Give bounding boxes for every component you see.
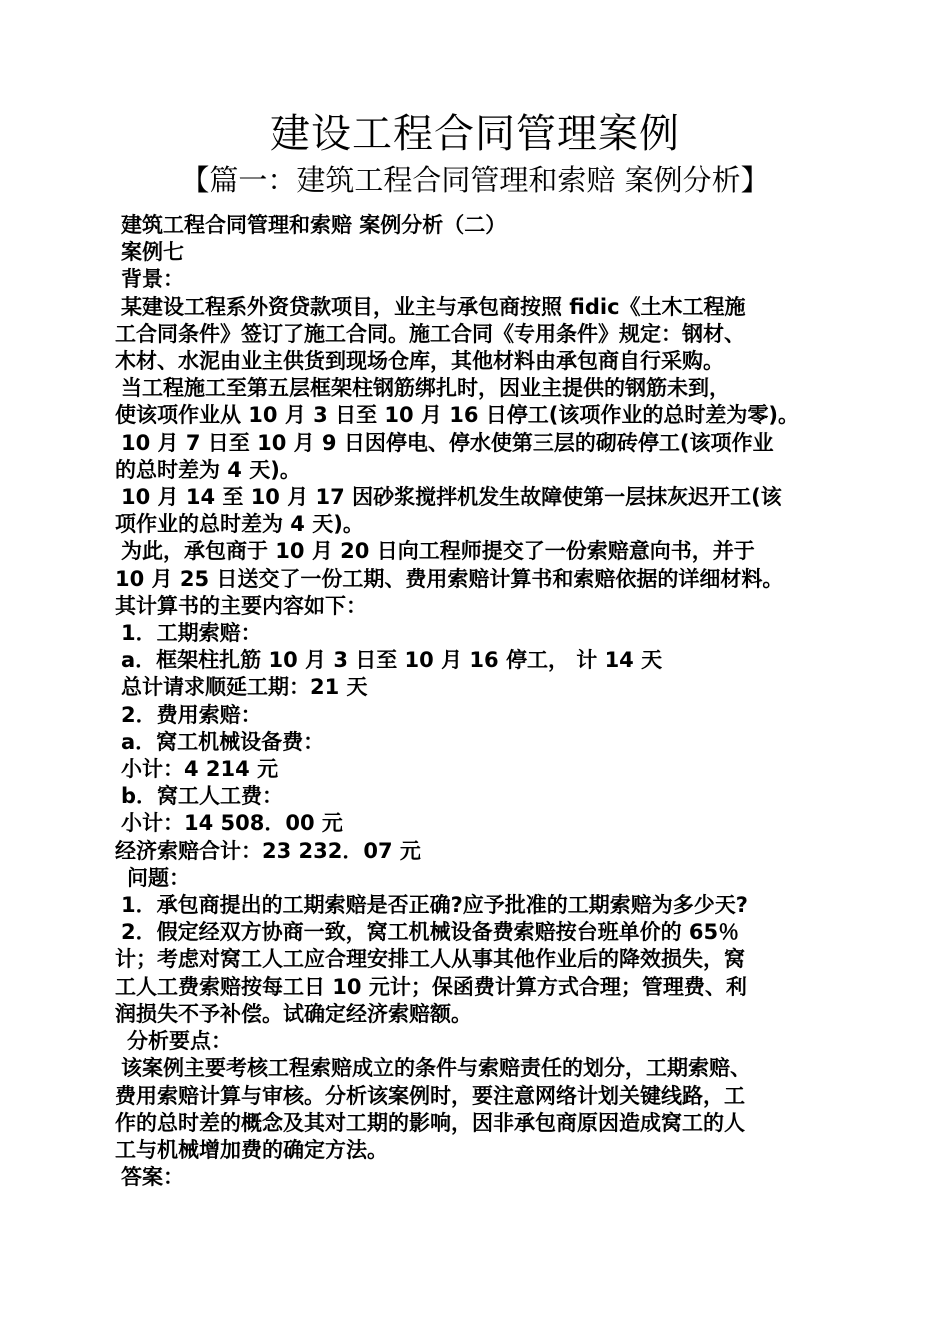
- paragraph-line: 2．假定经双方协商一致，窝工机械设备费索赔按台班单价的 65％: [121, 920, 740, 945]
- paragraph-line: 背景：: [121, 267, 184, 292]
- paragraph-line: 为此，承包商于 10 月 20 日向工程师提交了一份索赔意向书，并于: [121, 539, 755, 564]
- document-subtitle: 【篇一：建筑工程合同管理和索赔 案例分析】: [180, 163, 770, 197]
- paragraph-line: 问题：: [127, 865, 190, 890]
- paragraph-line: 10 月 14 至 10 月 17 因砂浆搅拌机发生故障使第一层抹灰迟开工(该: [121, 485, 782, 510]
- paragraph-line: 该案例主要考核工程索赔成立的条件与索赔责任的划分，工期索赔、: [121, 1056, 751, 1081]
- paragraph-line: 使该项作业从 10 月 3 日至 10 月 16 日停工(该项作业的总时差为零)。: [115, 403, 799, 428]
- paragraph-line: 10 月 25 日送交了一份工期、费用索赔计算书和索赔依据的详细材料。: [115, 566, 784, 591]
- paragraph-line: 分析要点：: [127, 1029, 232, 1054]
- paragraph-line: 小计：14 508．00 元: [121, 811, 343, 836]
- paragraph-line: a．窝工机械设备费：: [121, 729, 325, 754]
- paragraph-line: 的总时差为 4 天)。: [115, 457, 301, 482]
- paragraph-line: 10 月 7 日至 10 月 9 日因停电、停水使第三层的砌砖停工(该项作业: [121, 430, 774, 455]
- paragraph-line: 经济索赔合计：23 232．07 元: [115, 838, 421, 863]
- paragraph-line: 木材、水泥由业主供货到现场仓库，其他材料由承包商自行采购。: [115, 349, 724, 374]
- paragraph-line: 润损失不予补偿。试确定经济索赔额。: [115, 1001, 472, 1026]
- paragraph-line: 建筑工程合同管理和索赔 案例分析（二）: [121, 213, 507, 237]
- paragraph-line: b．窝工人工费：: [121, 784, 284, 809]
- paragraph-line: 工合同条件》签订了施工合同。施工合同《专用条件》规定：钢材、: [115, 321, 745, 346]
- paragraph-line: 小计：4 214 元: [121, 757, 279, 782]
- paragraph-line: 1．工期索赔：: [121, 621, 262, 646]
- paragraph-line: 1．承包商提出的工期索赔是否正确?应予批准的工期索赔为多少天?: [121, 893, 748, 918]
- paragraph-line: 2．费用索赔：: [121, 702, 262, 727]
- paragraph-line: 计；考虑对窝工人工应合理安排工人从事其他作业后的降效损失，窝: [115, 947, 745, 972]
- paragraph-line: 工人工费索赔按每工日 10 元计；保函费计算方式合理；管理费、利: [115, 974, 747, 999]
- paragraph-line: 工与机械增加费的确定方法。: [115, 1137, 388, 1162]
- document-body: [115, 212, 845, 1191]
- paragraph-line: 项作业的总时差为 4 天)。: [115, 512, 364, 537]
- paragraph-line: 其计算书的主要内容如下：: [115, 593, 367, 618]
- paragraph-line: 费用索赔计算与审核。分析该案例时，要注意网络计划关键线路，工: [115, 1083, 745, 1108]
- paragraph-line: 案例七: [121, 240, 184, 265]
- paragraph-line: 当工程施工至第五层框架柱钢筋绑扎时，因业主提供的钢筋未到，: [121, 376, 730, 401]
- paragraph-line: 总计请求顺延工期：21 天: [121, 675, 368, 700]
- document-title: 建设工程合同管理案例: [270, 111, 680, 157]
- paragraph-line: a．框架柱扎筋 10 月 3 日至 10 月 16 停工， 计 14 天: [121, 648, 663, 673]
- paragraph-line: 某建设工程系外资贷款项目，业主与承包商按照 fidic《土木工程施: [121, 294, 746, 319]
- paragraph-line: 作的总时差的概念及其对工期的影响，因非承包商原因造成窝工的人: [115, 1110, 745, 1135]
- paragraph-line: 答案：: [121, 1165, 184, 1190]
